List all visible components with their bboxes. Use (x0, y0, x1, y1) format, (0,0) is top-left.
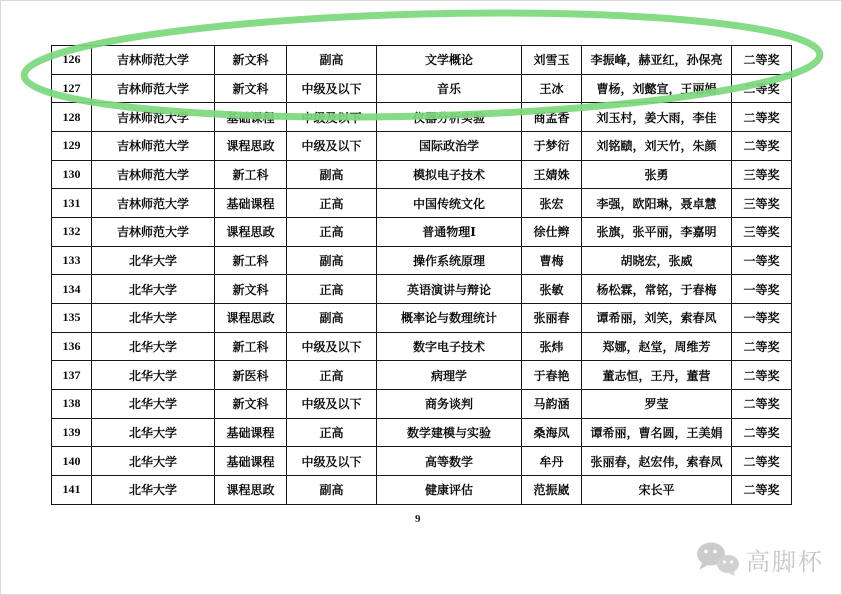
table-cell: 北华大学 (92, 304, 215, 333)
table-cell: 137 (52, 361, 92, 390)
table-row (52, 476, 792, 505)
table-cell: 商孟香 (522, 103, 582, 132)
table-cell: 刘铭赜，刘天竹，朱颜 (582, 132, 732, 161)
table-cell: 刘玉村，姜大雨，李佳 (582, 103, 732, 132)
table-cell: 127 (52, 74, 92, 103)
table-row (52, 332, 792, 361)
award-results-table (51, 45, 792, 505)
table-row (52, 103, 792, 132)
table-cell: 王冰 (522, 74, 582, 103)
table-cell: 129 (52, 132, 92, 161)
table-cell: 副高 (287, 246, 377, 275)
table-cell: 李强，欧阳琳，聂卓慧 (582, 189, 732, 218)
table-cell: 数学建模与实验 (377, 418, 522, 447)
table-cell: 北华大学 (92, 390, 215, 419)
table-cell: 病理学 (377, 361, 522, 390)
table-cell: 139 (52, 418, 92, 447)
table-row (52, 246, 792, 275)
table-cell: 高等数学 (377, 447, 522, 476)
table-row (52, 390, 792, 419)
table-cell: 北华大学 (92, 275, 215, 304)
table-cell: 126 (52, 46, 92, 75)
table-cell: 128 (52, 103, 92, 132)
table-cell: 杨松霖，常铭，于春梅 (582, 275, 732, 304)
table-cell: 商务谈判 (377, 390, 522, 419)
table-cell: 140 (52, 447, 92, 476)
table-cell: 三等奖 (732, 189, 792, 218)
table-cell: 新工科 (215, 332, 287, 361)
table-cell: 新医科 (215, 361, 287, 390)
table-cell: 基础课程 (215, 103, 287, 132)
table-cell: 课程思政 (215, 218, 287, 247)
table-cell: 张勇 (582, 160, 732, 189)
table-cell: 北华大学 (92, 361, 215, 390)
table-cell: 吉林师范大学 (92, 74, 215, 103)
table-cell: 一等奖 (732, 275, 792, 304)
table-cell: 张宏 (522, 189, 582, 218)
table-row (52, 304, 792, 333)
table-cell: 副高 (287, 476, 377, 505)
table-cell: 英语演讲与辩论 (377, 275, 522, 304)
table-cell: 数字电子技术 (377, 332, 522, 361)
table-cell: 牟丹 (522, 447, 582, 476)
table-cell: 范振崴 (522, 476, 582, 505)
table-cell: 吉林师范大学 (92, 218, 215, 247)
table-cell: 普通物理Ⅰ (377, 218, 522, 247)
table-row (52, 447, 792, 476)
table-cell: 概率论与数理统计 (377, 304, 522, 333)
table-cell: 张旗，张平丽，李嘉明 (582, 218, 732, 247)
table-cell: 操作系统原理 (377, 246, 522, 275)
table-cell: 副高 (287, 304, 377, 333)
table-cell: 刘雪玉 (522, 46, 582, 75)
table-cell: 张炜 (522, 332, 582, 361)
table-row (52, 275, 792, 304)
table-cell: 新工科 (215, 160, 287, 189)
table-cell: 北华大学 (92, 246, 215, 275)
table-cell: 课程思政 (215, 304, 287, 333)
table-row (52, 418, 792, 447)
table-cell: 二等奖 (732, 361, 792, 390)
table-cell: 新工科 (215, 246, 287, 275)
table-row (52, 160, 792, 189)
table-cell: 中国传统文化 (377, 189, 522, 218)
table-cell: 中级及以下 (287, 132, 377, 161)
table-row (52, 46, 792, 75)
table-cell: 新文科 (215, 46, 287, 75)
table-cell: 二等奖 (732, 476, 792, 505)
table-cell: 副高 (287, 160, 377, 189)
table-cell: 仪器分析实验 (377, 103, 522, 132)
table-cell: 北华大学 (92, 476, 215, 505)
watermark (695, 541, 824, 577)
table-cell: 二等奖 (732, 418, 792, 447)
table-cell: 中级及以下 (287, 103, 377, 132)
table-cell: 一等奖 (732, 246, 792, 275)
table-cell: 徐仕辫 (522, 218, 582, 247)
table-cell: 张丽春，赵宏伟，索春凤 (582, 447, 732, 476)
table-cell: 董志恒，王丹，董营 (582, 361, 732, 390)
table-cell: 二等奖 (732, 46, 792, 75)
table-cell: 基础课程 (215, 418, 287, 447)
table-cell: 新文科 (215, 390, 287, 419)
table-cell: 二等奖 (732, 103, 792, 132)
table-cell: 136 (52, 332, 92, 361)
table-cell: 音乐 (377, 74, 522, 103)
table-cell: 谭希丽，刘笑，索春凤 (582, 304, 732, 333)
table-cell: 一等奖 (732, 304, 792, 333)
table-cell: 134 (52, 275, 92, 304)
wechat-icon (695, 541, 741, 577)
table-cell: 131 (52, 189, 92, 218)
table-cell: 吉林师范大学 (92, 46, 215, 75)
table-cell: 133 (52, 246, 92, 275)
table-cell: 健康评估 (377, 476, 522, 505)
table-cell: 模拟电子技术 (377, 160, 522, 189)
table-row (52, 74, 792, 103)
table-cell: 于春艳 (522, 361, 582, 390)
table-row (52, 361, 792, 390)
table-cell: 二等奖 (732, 447, 792, 476)
table-cell: 三等奖 (732, 218, 792, 247)
table-cell: 王婧姝 (522, 160, 582, 189)
table-cell: 李振峰，赫亚红，孙保亮 (582, 46, 732, 75)
table-cell: 二等奖 (732, 390, 792, 419)
table-cell: 曹杨，刘懿宣，王丽娟 (582, 74, 732, 103)
table-cell: 宋长平 (582, 476, 732, 505)
table-cell: 正高 (287, 418, 377, 447)
table-cell: 郑娜，赵堂，周维芳 (582, 332, 732, 361)
table-cell: 141 (52, 476, 92, 505)
table-cell: 吉林师范大学 (92, 132, 215, 161)
table-cell: 吉林师范大学 (92, 160, 215, 189)
table-cell: 中级及以下 (287, 390, 377, 419)
table-cell: 基础课程 (215, 447, 287, 476)
table-cell: 中级及以下 (287, 447, 377, 476)
table-cell: 马韵涵 (522, 390, 582, 419)
table-row (52, 189, 792, 218)
table-cell: 吉林师范大学 (92, 103, 215, 132)
table-cell: 胡晓宏，张威 (582, 246, 732, 275)
table-cell: 课程思政 (215, 476, 287, 505)
table-cell: 张丽春 (522, 304, 582, 333)
table-cell: 新文科 (215, 275, 287, 304)
table-cell: 副高 (287, 46, 377, 75)
table-cell: 三等奖 (732, 160, 792, 189)
table-cell: 于梦衍 (522, 132, 582, 161)
table-row (52, 218, 792, 247)
table-cell: 课程思政 (215, 132, 287, 161)
table-cell: 新文科 (215, 74, 287, 103)
page-number: 9 (415, 513, 421, 525)
table-cell: 北华大学 (92, 447, 215, 476)
table-cell: 正高 (287, 275, 377, 304)
table-cell: 130 (52, 160, 92, 189)
table-cell: 国际政治学 (377, 132, 522, 161)
table-cell: 中级及以下 (287, 74, 377, 103)
table-cell: 曹梅 (522, 246, 582, 275)
table-cell: 吉林师范大学 (92, 189, 215, 218)
table-cell: 罗莹 (582, 390, 732, 419)
table-cell: 二等奖 (732, 132, 792, 161)
table-cell: 文学概论 (377, 46, 522, 75)
table-cell: 谭希丽，曹名圆，王美娟 (582, 418, 732, 447)
table-cell: 正高 (287, 189, 377, 218)
watermark-text: 高脚杯 (746, 548, 824, 576)
table-cell: 二等奖 (732, 332, 792, 361)
table-cell: 二等奖 (732, 74, 792, 103)
table-cell: 基础课程 (215, 189, 287, 218)
table-cell: 北华大学 (92, 418, 215, 447)
table-cell: 北华大学 (92, 332, 215, 361)
table-row (52, 132, 792, 161)
table-body (52, 46, 792, 505)
table-cell: 正高 (287, 361, 377, 390)
table-cell: 132 (52, 218, 92, 247)
table-cell: 正高 (287, 218, 377, 247)
table-cell: 138 (52, 390, 92, 419)
table-cell: 中级及以下 (287, 332, 377, 361)
table-cell: 135 (52, 304, 92, 333)
table-cell: 桑海凤 (522, 418, 582, 447)
table-cell: 张敏 (522, 275, 582, 304)
